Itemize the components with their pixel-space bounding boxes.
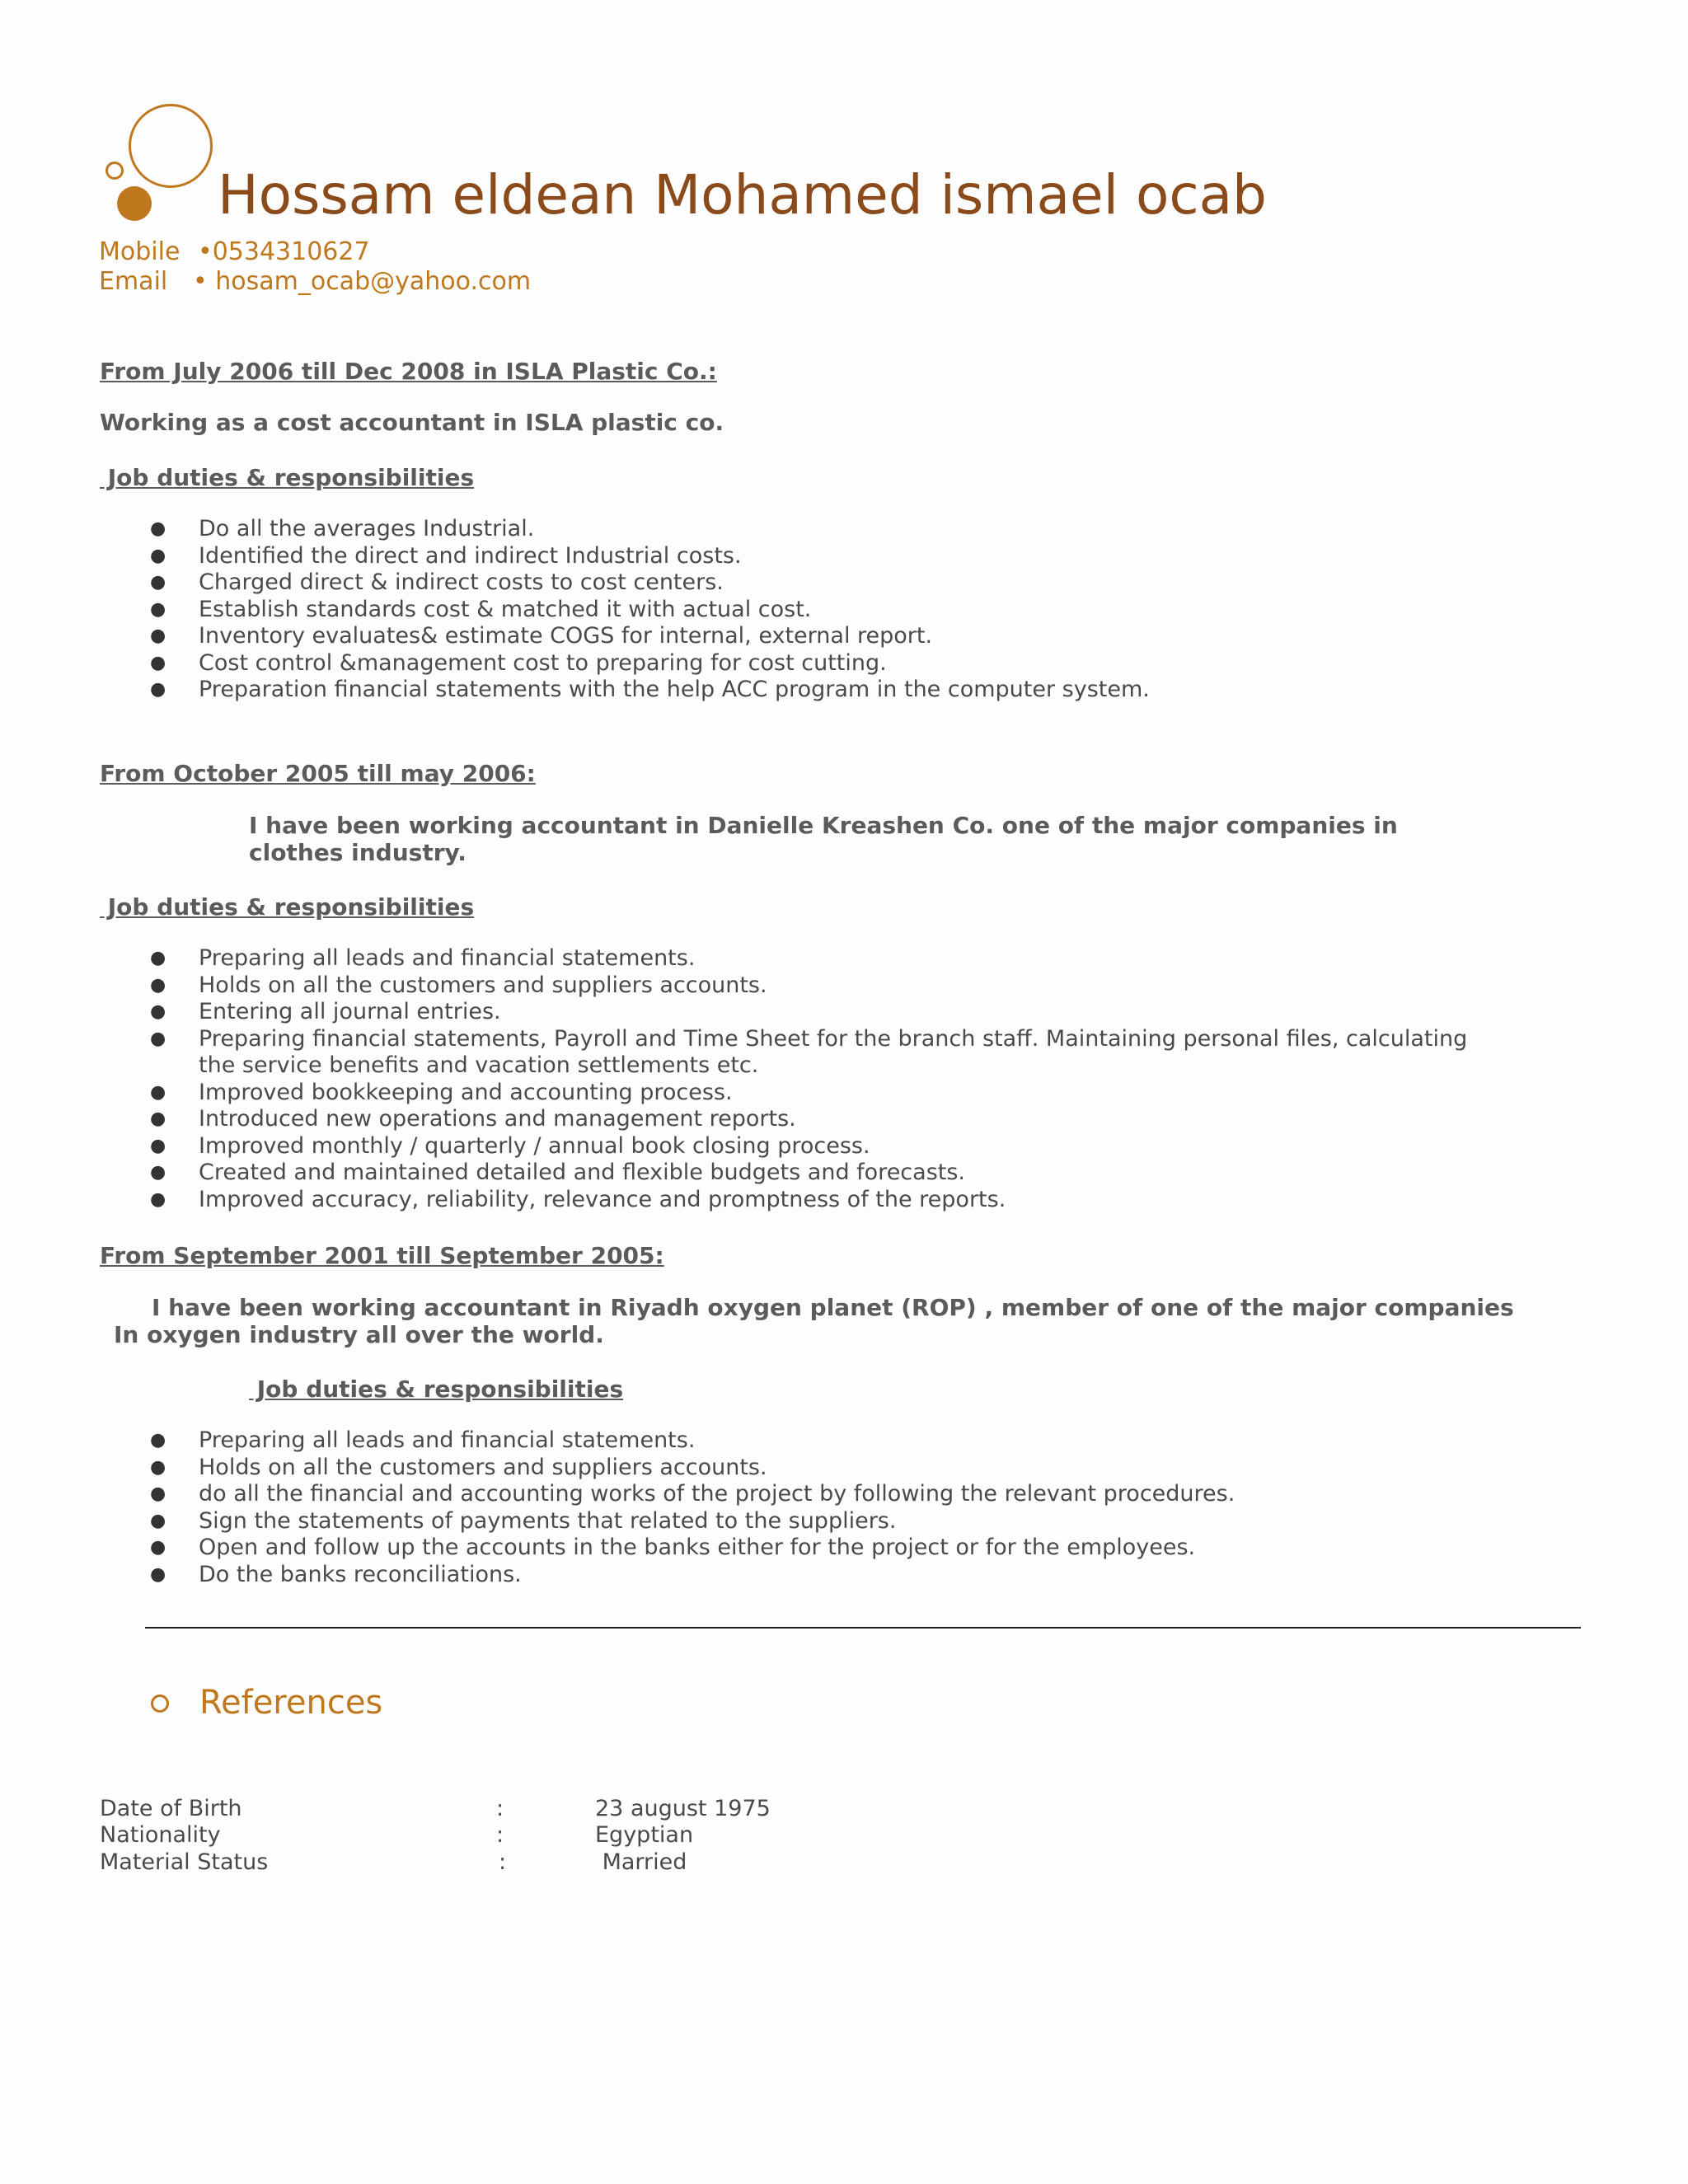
list-item: ● Identified the direct and indirect Industrial costs. — [150, 543, 1485, 570]
small-ring-decoration — [106, 162, 124, 180]
dob-separator: : — [496, 1796, 504, 1821]
list-item: ● Improved accuracy, reliability, relevance and promptness of the reports. — [150, 1187, 1485, 1214]
job-1-summary: Working as a cost accountant in ISLA plastic co. — [100, 409, 724, 436]
list-item: ● Open and follow up the accounts in the banks either for the project or for the employees. — [150, 1535, 1485, 1562]
marital-status-value: Married — [595, 1849, 687, 1875]
filled-dot-decoration — [117, 186, 152, 221]
list-item: ● Preparing all leads and financial statements. — [150, 1427, 1485, 1455]
list-item: ● Do the banks reconciliations. — [150, 1562, 1485, 1589]
job-2-period: From October 2005 till may 2006: — [100, 760, 536, 787]
mobile-label: Mobile — [99, 237, 181, 266]
list-item: ● Establish standards cost & matched it with actual cost. — [150, 597, 1485, 624]
job-1-period: From July 2006 till Dec 2008 in ISLA Plastic Co.: — [100, 358, 717, 385]
references-heading: References — [199, 1684, 383, 1722]
email-label: Email — [99, 267, 168, 296]
job-2-summary: I have been working accountant in Danielle Kreashen Co. one of the major companies in clothes industry. — [249, 812, 1398, 866]
mobile-value: •0534310627 — [198, 237, 370, 266]
list-item: ● Inventory evaluates& estimate COGS for internal, external report. — [150, 623, 1485, 650]
list-item: ● Holds on all the customers and suppliers accounts. — [150, 1455, 1485, 1482]
references-bullet-icon — [151, 1694, 169, 1713]
nationality-separator: : — [496, 1822, 504, 1848]
list-item: ● Entering all journal entries. — [150, 999, 1485, 1026]
job-1-duties-heading: Job duties & responsibilities — [100, 464, 475, 491]
nationality-value: Egyptian — [595, 1822, 694, 1848]
marital-status-label: Material Status — [100, 1849, 269, 1875]
job-3-summary-line-1: I have been working accountant in Riyadh oxygen planet (ROP) , member of one of the major companies — [152, 1294, 1514, 1321]
email-line — [99, 269, 531, 294]
job-2-duties-list — [150, 945, 1485, 1213]
list-item: ● Preparing financial statements, Payroll and Time Sheet for the branch staff. Maintaining personal files, calculating the service benefits and vacation settlements etc. — [150, 1026, 1485, 1080]
list-item: ● Improved bookkeeping and accounting process. — [150, 1080, 1485, 1107]
candidate-name: Hossam eldean Mohamed ismael ocab — [218, 163, 1267, 227]
email-value: • hosam_ocab@yahoo.com — [193, 267, 532, 296]
nationality-label: Nationality — [100, 1822, 221, 1848]
job-3-duties-list — [150, 1427, 1485, 1588]
list-item: ● Charged direct & indirect costs to cost centers. — [150, 569, 1485, 597]
list-item: ● Preparing all leads and financial statements. — [150, 945, 1485, 972]
list-item: ● Improved monthly / quarterly / annual book closing process. — [150, 1133, 1485, 1160]
mobile-line — [99, 237, 370, 266]
list-item: ● Holds on all the customers and suppliers accounts. — [150, 972, 1485, 1000]
list-item: ● Created and maintained detailed and flexible budgets and forecasts. — [150, 1160, 1485, 1187]
job-1-duties-list — [150, 516, 1485, 704]
job-2-duties-heading: Job duties & responsibilities — [100, 893, 475, 921]
dob-value: 23 august 1975 — [595, 1796, 771, 1821]
list-item: ● Preparation financial statements with the help ACC program in the computer system. — [150, 677, 1485, 704]
job-3-summary-line-2: In oxygen industry all over the world. — [114, 1321, 604, 1348]
section-divider — [145, 1627, 1581, 1629]
list-item: ● do all the financial and accounting works of the project by following the relevant procedures. — [150, 1481, 1485, 1508]
list-item: ● Do all the averages Industrial. — [150, 516, 1485, 543]
job-3-duties-heading: Job duties & responsibilities — [249, 1376, 624, 1403]
large-ring-decoration — [129, 104, 213, 188]
job-3-period: From September 2001 till September 2005: — [100, 1242, 664, 1269]
list-item: ● Cost control &management cost to preparing for cost cutting. — [150, 650, 1485, 677]
dob-label: Date of Birth — [100, 1796, 242, 1821]
marital-status-separator: : — [499, 1849, 507, 1875]
list-item: ● Introduced new operations and management reports. — [150, 1106, 1485, 1133]
list-item: ● Sign the statements of payments that related to the suppliers. — [150, 1508, 1485, 1535]
